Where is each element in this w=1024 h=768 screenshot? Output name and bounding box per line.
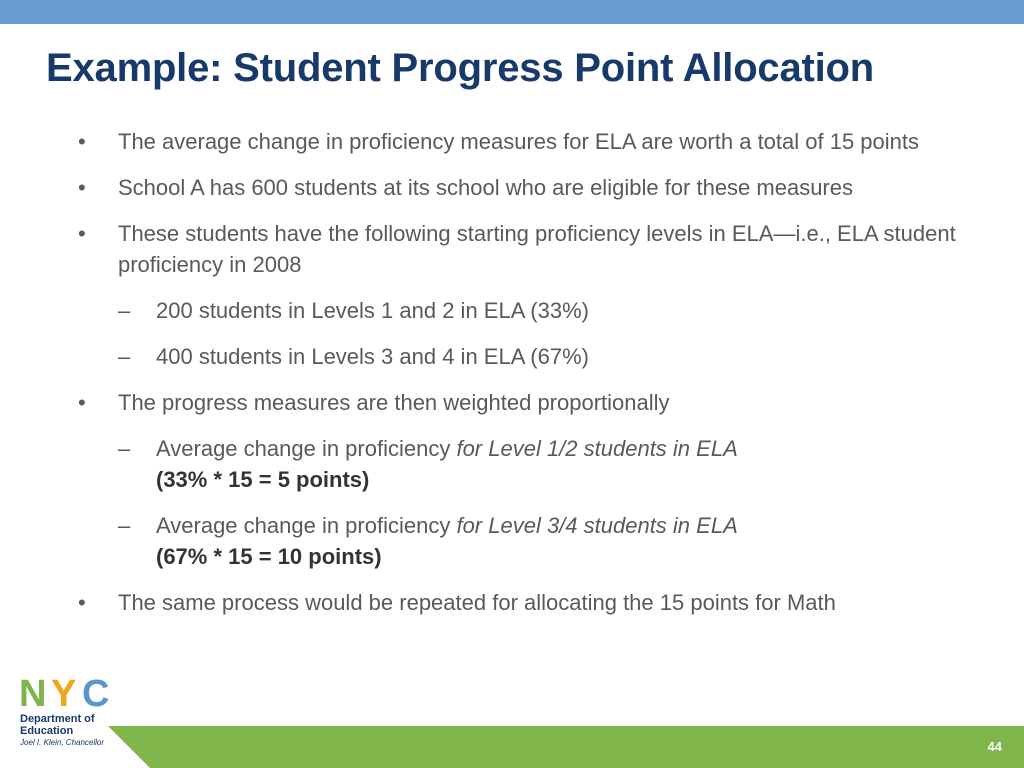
top-accent-bar (0, 0, 1024, 24)
page-number: 44 (987, 739, 1002, 754)
dash-marker: – (118, 436, 131, 461)
bullet-item (78, 218, 978, 280)
bullet-marker: • (78, 390, 86, 415)
logo-y: Y (51, 673, 77, 711)
bullet-text: The same process would be repeated for allocating the 15 points for Math (118, 590, 836, 615)
bullet-item (78, 172, 978, 203)
department-line-1: Department of (20, 713, 95, 725)
slide-body (78, 126, 978, 633)
sub-bullet-text: 400 students in Levels 3 and 4 in ELA (67%) (156, 344, 589, 369)
bullet-marker: • (78, 175, 86, 200)
dash-marker: – (118, 513, 131, 538)
bullet-text: These students have the following starting proficiency levels in ELA—i.e., ELA student proficiency in 2008 (118, 221, 956, 277)
sub-bullet-text (156, 510, 978, 572)
sub-bullet-italic: for Level 3/4 students in ELA (456, 513, 738, 538)
sub-bullet-text (156, 433, 978, 495)
bullet-item (78, 126, 978, 157)
calculation-text: (67% * 15 = 10 points) (156, 544, 382, 569)
slide-title: Example: Student Progress Point Allocation (46, 46, 875, 90)
department-name (20, 713, 95, 737)
bullet-marker: • (78, 221, 86, 246)
bullet-marker: • (78, 590, 86, 615)
sub-bullet-item (78, 433, 978, 495)
sub-bullet-item (78, 510, 978, 572)
department-line-2: Education (20, 725, 74, 737)
sub-bullet-item (78, 341, 978, 372)
calculation-text: (33% * 15 = 5 points) (156, 467, 370, 492)
nyc-letters-icon (18, 673, 122, 711)
sub-bullet-item (78, 295, 978, 326)
logo-c: C (82, 673, 110, 711)
bullet-text: School A has 600 students at its school who are eligible for these measures (118, 175, 853, 200)
sub-bullet-text: 200 students in Levels 1 and 2 in ELA (33%) (156, 298, 589, 323)
footer-bar (108, 726, 1024, 768)
bullet-marker: • (78, 129, 86, 154)
dash-marker: – (118, 298, 131, 323)
logo-n: N (19, 673, 47, 711)
chancellor-name: Joel I. Klein, Chancellor (20, 738, 105, 747)
sub-bullet-prefix: Average change in proficiency (156, 436, 457, 461)
bullet-text: The average change in proficiency measures for ELA are worth a total of 15 points (118, 129, 920, 154)
bullet-item (78, 387, 978, 418)
bullet-item (78, 587, 978, 618)
bullet-text: The progress measures are then weighted proportionally (118, 390, 670, 415)
dash-marker: – (118, 344, 131, 369)
sub-bullet-prefix: Average change in proficiency (156, 513, 457, 538)
sub-bullet-italic: for Level 1/2 students in ELA (456, 436, 738, 461)
